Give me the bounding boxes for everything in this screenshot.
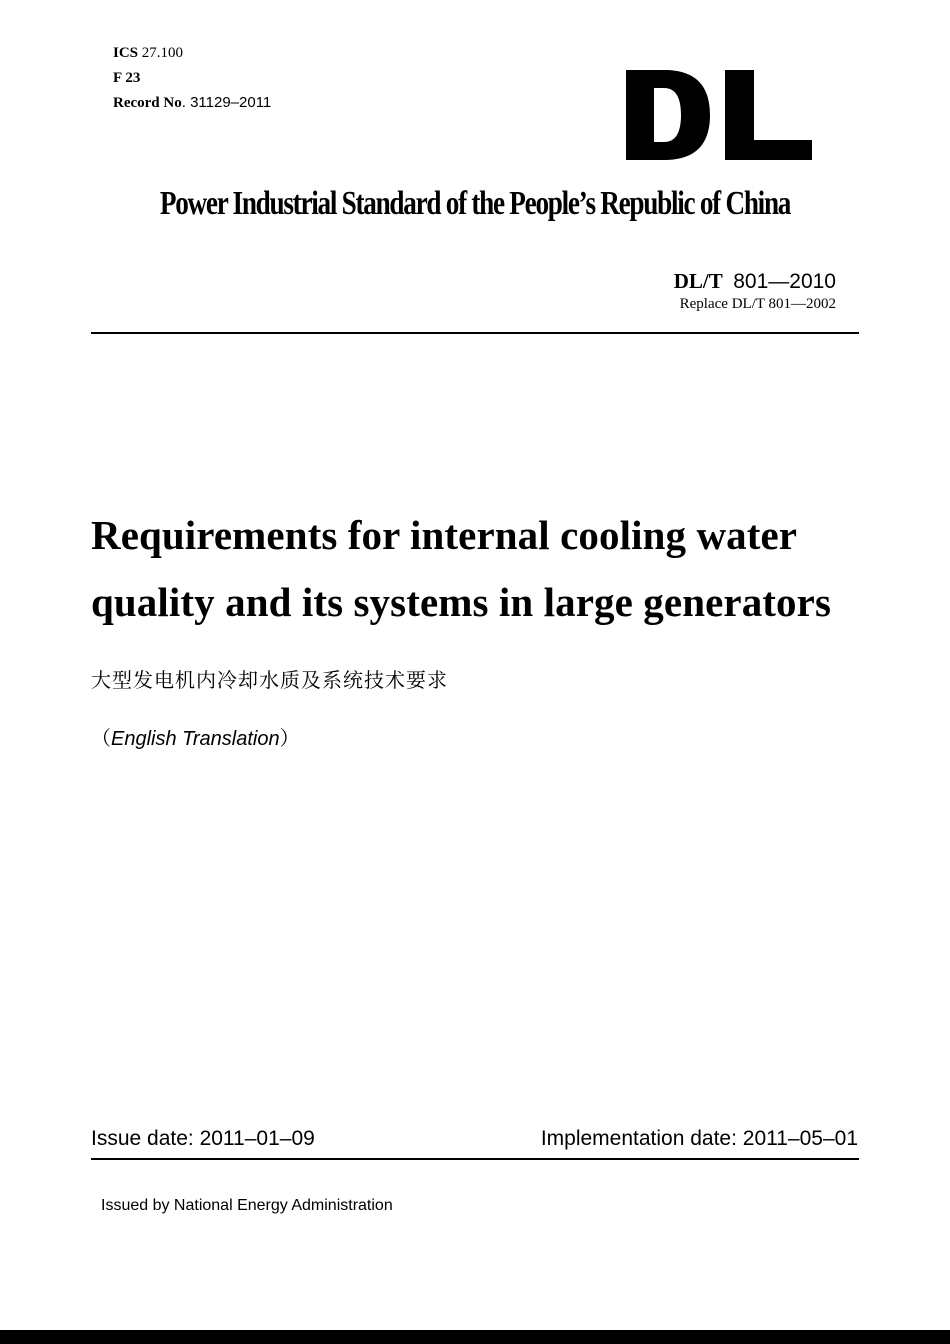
standard-number	[674, 268, 836, 295]
dl-logo	[626, 70, 812, 160]
standard-code: DL/T	[673, 269, 723, 293]
translation-text: English Translation	[111, 728, 280, 750]
ics-code	[113, 44, 183, 62]
issue-date: Issue date: 2011–01–09	[91, 1127, 315, 1150]
replace-standard: Replace DL/T 801—2002	[679, 296, 836, 312]
page-bottom-edge	[0, 1330, 950, 1344]
ics-value: 27.100	[141, 45, 184, 61]
implementation-date: Implementation date: 2011–05–01	[540, 1127, 858, 1150]
translation-open-paren: （	[91, 728, 111, 750]
ics-label: ICS	[113, 45, 139, 61]
document-title-line-1: Requirements for internal cooling water	[91, 512, 798, 558]
top-divider	[91, 332, 859, 334]
record-number	[113, 94, 271, 112]
category-code: F 23	[113, 70, 141, 86]
translation-note	[91, 726, 300, 752]
bottom-divider	[91, 1158, 859, 1160]
standard-year: 801—2010	[733, 270, 836, 293]
document-title-line-2: quality and its systems in large generators	[91, 579, 831, 625]
translation-close-paren: ）	[279, 728, 300, 750]
record-label: Record No	[113, 95, 182, 111]
main-heading: Power Industrial Standard of the People’s Republic of China	[159, 185, 791, 222]
record-value: . 31129–2011	[181, 94, 272, 111]
chinese-title: 大型发电机内冷却水质及系统技术要求	[91, 668, 448, 692]
issuing-authority: Issued by National Energy Administration	[101, 1197, 393, 1214]
